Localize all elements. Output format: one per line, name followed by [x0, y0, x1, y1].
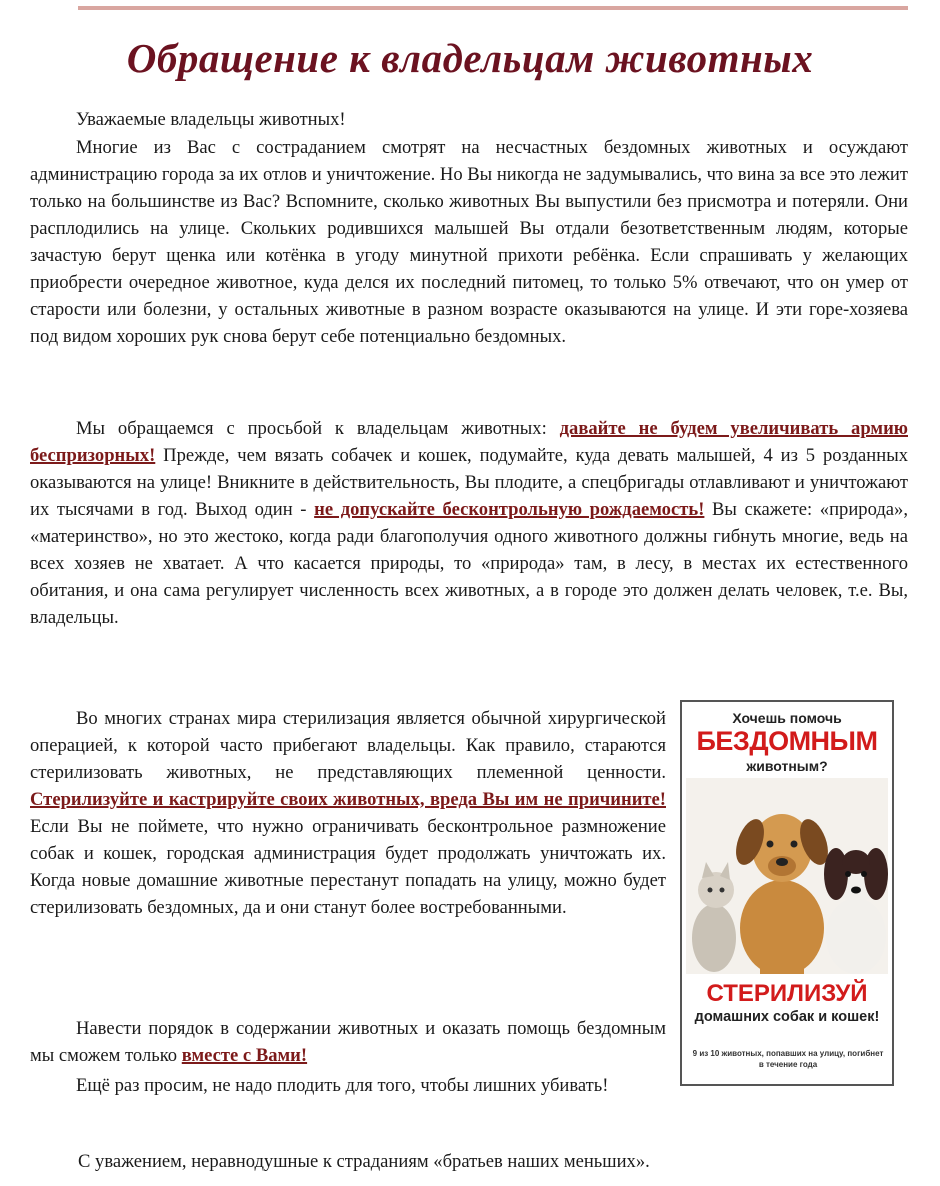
- paragraph-2-part-1: Мы обращаемся с просьбой к владельцам животных:: [76, 418, 560, 439]
- poster-call-to-action: СТЕРИЛИЗУЙ: [706, 980, 868, 1007]
- paragraph-4-part-1: Навести порядок в содержании животных и оказать помощь бездомным мы сможем только: [30, 1018, 666, 1066]
- poster-fine-print: 9 из 10 животных, попавших на улицу, погибнет в течение года: [692, 1049, 884, 1069]
- document-title: Обращение к владельцам животных: [126, 35, 814, 81]
- pets-illustration: [686, 778, 888, 974]
- paragraph-1: Многие из Вас с состраданием смотрят на несчастных бездомных животных и осуждают администрацию города за их отлов и уничтожение. Но Вы никогда не задумывались, что вина за все это лежит только на большинстве из Вас? Вспомните, сколько животных Вы выпустили без присмотра и потеряли. Они расплодились на улице. Скольких родившихся малышей Вы отдали безответственным людям, которые зачастую берут щенка или котёнка в угоду минутной прихоти ребёнка. Если спрашивать у желающих приобрести очередное животное, куда делся их последний питомец, то только 5% отвечают, что он умер от старости или болезни, у остальных животные в разном возрасте оказываются на улице. И эти горе-хозяева под видом хороших рук снова берут себе потенциально бездомных.: [30, 137, 908, 347]
- poster-top-text: Хочешь помочь: [732, 710, 842, 726]
- poster-call-sub: домашних собак и кошек!: [694, 1009, 880, 1025]
- paragraph-2: [30, 415, 908, 631]
- paragraph-3: [30, 705, 666, 921]
- emphasis-together: вместе с Вами!: [181, 1045, 308, 1066]
- signature: С уважением, неравнодушные к страданиям «братьев наших меньших».: [78, 1151, 650, 1172]
- emphasis-no-strays: давайте не будем увеличивать армию беспризорных!: [30, 418, 908, 466]
- top-divider: [78, 6, 908, 10]
- poster-headline: БЕЗДОМНЫМ: [696, 726, 878, 756]
- paragraph-4: [30, 1015, 666, 1069]
- emphasis-no-uncontrolled-births: не допускайте бесконтрольную рождаемость!: [314, 499, 705, 520]
- greeting: [30, 106, 908, 133]
- paragraph-3-part-1: Во многих странах мира стерилизация является обычной хирургической операцией, к которой часто прибегают владельцы. Как правило, стараются стерилизовать животных, не представляющих племенной ценности.: [30, 708, 666, 783]
- sterilization-poster: [680, 700, 894, 1086]
- paragraph-5: Ещё раз просим, не надо плодить для того, чтобы лишних убивать!: [76, 1075, 609, 1096]
- emphasis-sterilize: Стерилизуйте и кастрируйте своих животных, вреда Вы им не причините!: [30, 789, 666, 810]
- paragraph-3-part-2: Если Вы не поймете, что нужно ограничивать бесконтрольное размножение собак и кошек, городская администрация будет продолжать уничтожать их. Когда новые домашние животные перестанут попадать на улицу, можно будет стерилизовать бездомных, да и они станут более востребованными.: [30, 816, 666, 918]
- paragraph-2-part-3: Вы скажете: «природа», «материнство», но это жестоко, когда ради благополучия одного животного должны гибнуть многие, ведь на всех хозяев не хватает. А что касается природы, то «природа» там, в лесу, в местах их естественного обитания, и она сама регулирует численность всех животных, а в городе это должен делать человек, т.е. Вы, владельцы.: [30, 499, 908, 628]
- greeting-text: Уважаемые владельцы животных!: [76, 109, 346, 130]
- spaniel-puppy-icon: [824, 848, 888, 974]
- poster-subline: животным?: [746, 758, 828, 774]
- paragraph-2-part-2: Прежде, чем вязать собачек и кошек, подумайте, куда девать малышей, 4 из 5 розданных оказываются на улице! Вникните в действительность, Вы плодите, а спецбригады отлавливают и уничтожают их тысячами в год. Выход один -: [30, 445, 908, 520]
